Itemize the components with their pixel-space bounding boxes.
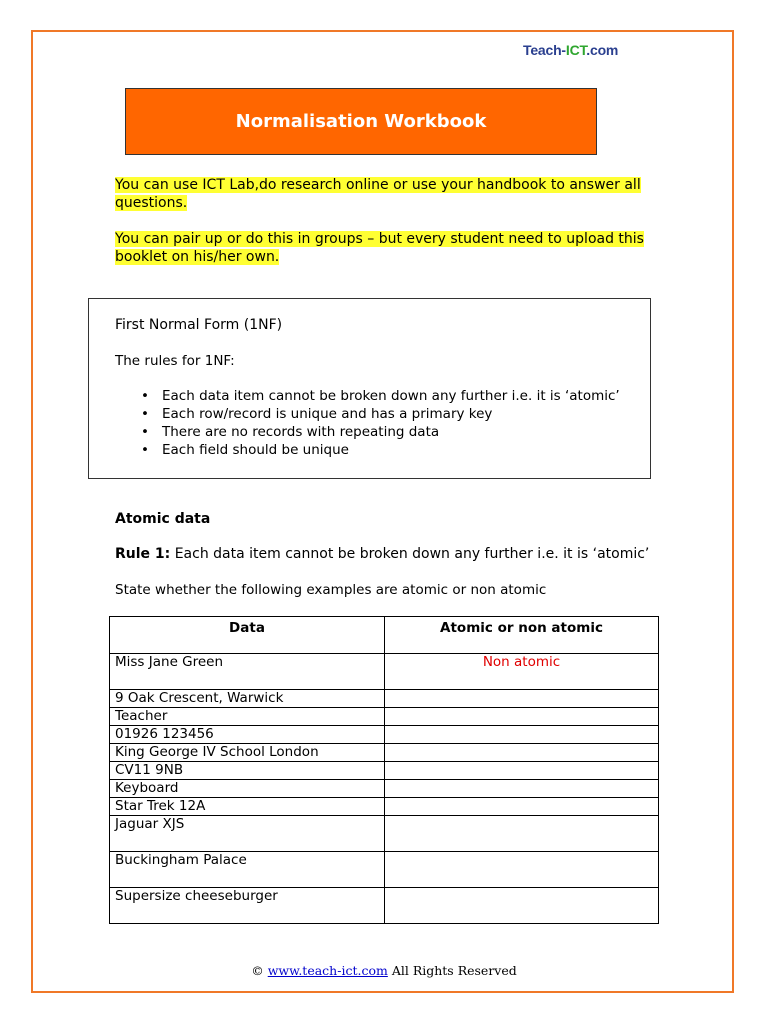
logo-part2: ICT xyxy=(565,42,587,58)
answer-cell[interactable] xyxy=(385,780,659,798)
data-cell: Teacher xyxy=(110,708,385,726)
copyright-symbol: © xyxy=(251,963,264,978)
rules-list xyxy=(141,387,620,459)
data-cell: 9 Oak Crescent, Warwick xyxy=(110,690,385,708)
table-row xyxy=(110,798,659,816)
answer-cell[interactable] xyxy=(385,888,659,924)
answer-cell[interactable] xyxy=(385,708,659,726)
logo-part3: .com xyxy=(586,42,619,58)
data-cell: Supersize cheeseburger xyxy=(110,888,385,924)
teach-ict-logo xyxy=(523,42,618,58)
answer-cell[interactable] xyxy=(385,690,659,708)
intro-paragraph-1 xyxy=(115,176,655,212)
answer-cell[interactable] xyxy=(385,852,659,888)
rights-text: All Rights Reserved xyxy=(391,963,517,978)
rule-text: Each data item cannot be broken down any further i.e. it is ‘atomic’ xyxy=(170,546,650,562)
answer-cell[interactable] xyxy=(385,798,659,816)
answer-cell[interactable]: Non atomic xyxy=(385,654,659,690)
table-row xyxy=(110,888,659,924)
rule-item: • Each data item cannot be broken down any further i.e. it is ‘atomic’ xyxy=(141,387,620,405)
intro-text-1: You can use ICT Lab,do research online or use your handbook to answer all questions. xyxy=(115,177,641,211)
table-row xyxy=(110,744,659,762)
data-cell: Miss Jane Green xyxy=(110,654,385,690)
answer-cell[interactable] xyxy=(385,726,659,744)
table-row xyxy=(110,690,659,708)
logo-part1: Teach- xyxy=(523,42,566,58)
rule-label: Rule 1: xyxy=(115,546,171,562)
data-cell: King George IV School London xyxy=(110,744,385,762)
table-row xyxy=(110,708,659,726)
table-row xyxy=(110,762,659,780)
answer-cell[interactable] xyxy=(385,816,659,852)
table-row xyxy=(110,780,659,798)
data-cell: Star Trek 12A xyxy=(110,798,385,816)
title-banner xyxy=(125,88,597,155)
data-cell: Jaguar XJS xyxy=(110,816,385,852)
data-cell: Keyboard xyxy=(110,780,385,798)
atomic-table xyxy=(109,616,659,924)
atomic-data-heading: Atomic data xyxy=(115,511,211,527)
rules-heading: First Normal Form (1NF) xyxy=(115,317,283,333)
footer xyxy=(0,963,768,978)
rule-item: • Each row/record is unique and has a primary key xyxy=(141,405,620,423)
answer-cell[interactable] xyxy=(385,744,659,762)
header-data: Data xyxy=(110,617,385,654)
table-row xyxy=(110,852,659,888)
answer-cell[interactable] xyxy=(385,762,659,780)
data-cell: Buckingham Palace xyxy=(110,852,385,888)
rule-item: • There are no records with repeating data xyxy=(141,423,620,441)
table-row xyxy=(110,654,659,690)
table-row xyxy=(110,816,659,852)
website-link[interactable]: www.teach-ict.com xyxy=(267,963,388,978)
page-title: Normalisation Workbook xyxy=(235,111,487,132)
table-row xyxy=(110,726,659,744)
intro-paragraph-2 xyxy=(115,230,655,266)
rule-1-line xyxy=(115,546,649,562)
header-atomic: Atomic or non atomic xyxy=(385,617,659,654)
instruction-text: State whether the following examples are atomic or non atomic xyxy=(115,582,547,598)
rules-intro: The rules for 1NF: xyxy=(115,353,235,369)
data-cell: CV11 9NB xyxy=(110,762,385,780)
table-header-row xyxy=(110,617,659,654)
intro-text-2: You can pair up or do this in groups – but every student need to upload this booklet on his/her own. xyxy=(115,231,644,265)
data-cell: 01926 123456 xyxy=(110,726,385,744)
rules-box xyxy=(88,298,651,479)
rule-item: • Each field should be unique xyxy=(141,441,620,459)
